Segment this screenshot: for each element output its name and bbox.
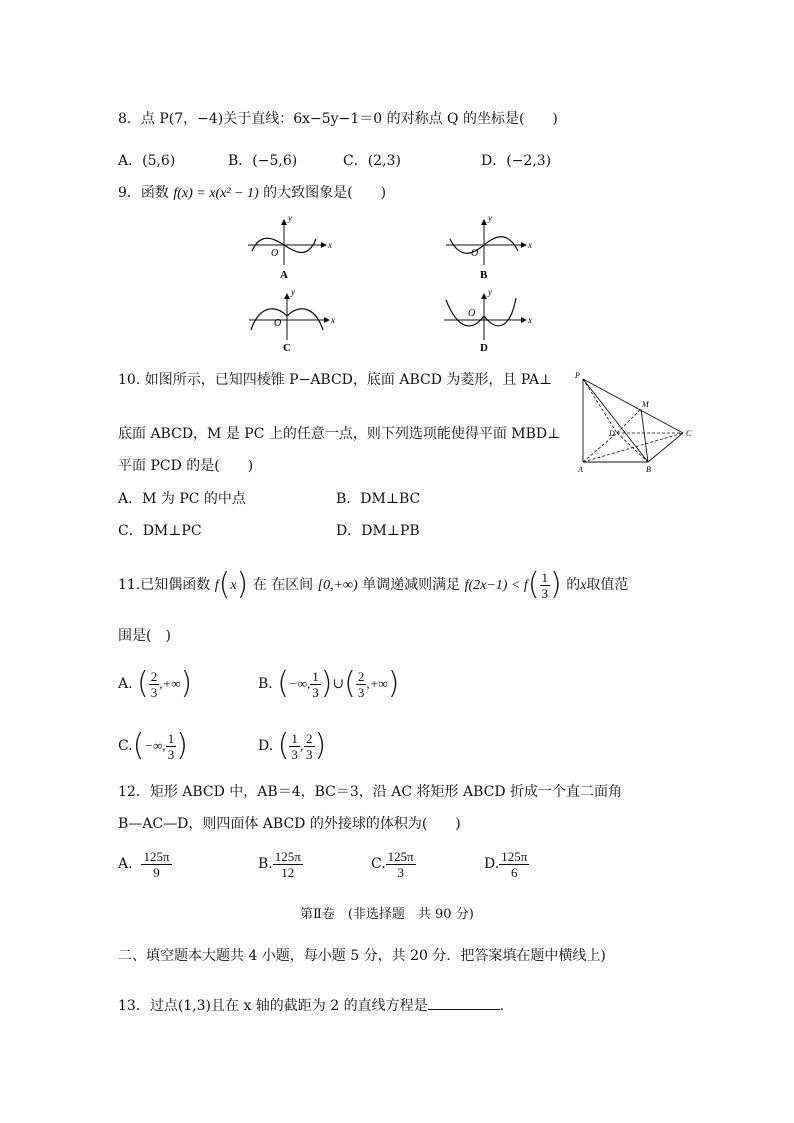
svg-text:x: x [328, 240, 332, 250]
svg-text:M: M [642, 400, 649, 409]
svg-text:C: C [686, 429, 692, 438]
q9-stem: 9．函数 f(x) = x(x² − 1) 的大致图象是( ) [118, 185, 387, 201]
q12-option-a: A. $\frac{125\pi}{9}$ [118, 848, 170, 880]
svg-text:x: x [528, 315, 532, 325]
q12-option-b: B. $\frac{125\pi}{12}$ [258, 848, 301, 880]
q12-option-c: C. $\frac{125\pi}{3}$ [371, 848, 414, 880]
svg-text:P: P [575, 371, 580, 380]
q10-line3: 平面 PCD 的是( ) [118, 458, 254, 474]
curve-d [446, 298, 516, 326]
q10-pyramid-figure [575, 370, 695, 475]
svg-text:y: y [488, 213, 492, 223]
graph-b-label: B [480, 269, 488, 281]
q8-option-b: B．(−5,6) [228, 153, 298, 169]
curve-c [251, 309, 323, 330]
q11-option-d: D. ( $\frac{1}{3}$ , $\frac{2}{3}$ ) [258, 728, 327, 763]
svg-text:x: x [331, 315, 335, 325]
section-instruction: 二、填空题本大题共 4 小题，每小题 5 分，共 20 分．把答案填在题中横线上) [118, 948, 606, 964]
q12-line2: B—AC—D，则四面体 ABCD 的外接球的体积为( ) [118, 816, 461, 832]
q10-option-d: D．DM⊥PB [336, 523, 420, 539]
q9-formula: f(x) = x(x² − 1) [173, 186, 259, 201]
section-title: 第Ⅱ卷 (非选择题 共 90 分) [300, 907, 474, 922]
q10-option-a: A．M 为 PC 的中点 [118, 491, 246, 507]
graph-c-label: C [283, 342, 291, 354]
svg-text:x: x [528, 240, 532, 250]
graph-d-label: D [480, 342, 488, 354]
graph-a-label: A [280, 269, 288, 281]
q13-answer-blank[interactable] [428, 996, 500, 1010]
q8-option-c: C．(2,3) [343, 153, 401, 169]
curve-a [252, 238, 316, 252]
curve-b [450, 237, 518, 254]
svg-text:y: y [288, 213, 292, 223]
q11-line2: 围是( ) [118, 628, 171, 644]
q12-option-d: D. $\frac{125\pi}{6}$ [484, 848, 528, 880]
svg-text:O: O [271, 248, 279, 259]
graph-d [444, 287, 532, 354]
svg-text:D: D [609, 429, 615, 438]
q9-graphs [0, 0, 794, 360]
svg-text:O: O [468, 308, 476, 319]
svg-text:O: O [274, 318, 282, 329]
q8-stem: 8．点 P(7，−4)关于直线：6x−5y−1＝0 的对称点 Q 的坐标是( ) [118, 111, 558, 127]
q11-option-a: A. ( $\frac{2}{3}$ ,+∞) [118, 666, 193, 701]
q10-line2: 底面 ABCD，M 是 PC 上的任意一点，则下列选项能使得平面 MBD⊥ [118, 426, 561, 442]
q8-option-d: D．(−2,3) [481, 153, 552, 169]
q8-option-a: A．(5,6) [118, 153, 176, 169]
q10-option-b: B．DM⊥BC [336, 491, 421, 507]
q11-option-c: C.(−∞, $\frac{1}{3}$ ) [118, 728, 188, 763]
svg-text:A: A [578, 465, 583, 474]
q11-stem: 11.已知偶函数 f(x) 在 在区间 [0,+∞) 单调递减则满足 f(2x−1) < f( $\frac{1}{3}$ ) 的x取值范 [118, 567, 629, 602]
svg-text:B: B [646, 465, 651, 474]
graph-a [248, 213, 332, 281]
graph-b [446, 213, 532, 281]
q12-line1: 12．矩形 ABCD 中，AB＝4，BC＝3，沿 AC 将矩形 ABCD 折成一个直二面角 [118, 784, 622, 800]
q10-line1: 10. 如图所示，已知四棱锥 P−ABCD，底面 ABCD 为菱形，且 PA⊥ [118, 372, 553, 388]
graph-c [249, 287, 335, 354]
svg-text:y: y [291, 287, 295, 297]
svg-text:O: O [471, 248, 479, 259]
q11-option-b: B. (−∞, $\frac{1}{3}$ )∪( $\frac{2}{3}$ ,+∞) [258, 666, 400, 701]
q13-stem: 13．过点(1,3)且在 x 轴的截距为 2 的直线方程是 . [118, 998, 505, 1014]
svg-text:y: y [488, 287, 492, 297]
q10-option-c: C．DM⊥PC [118, 523, 202, 539]
